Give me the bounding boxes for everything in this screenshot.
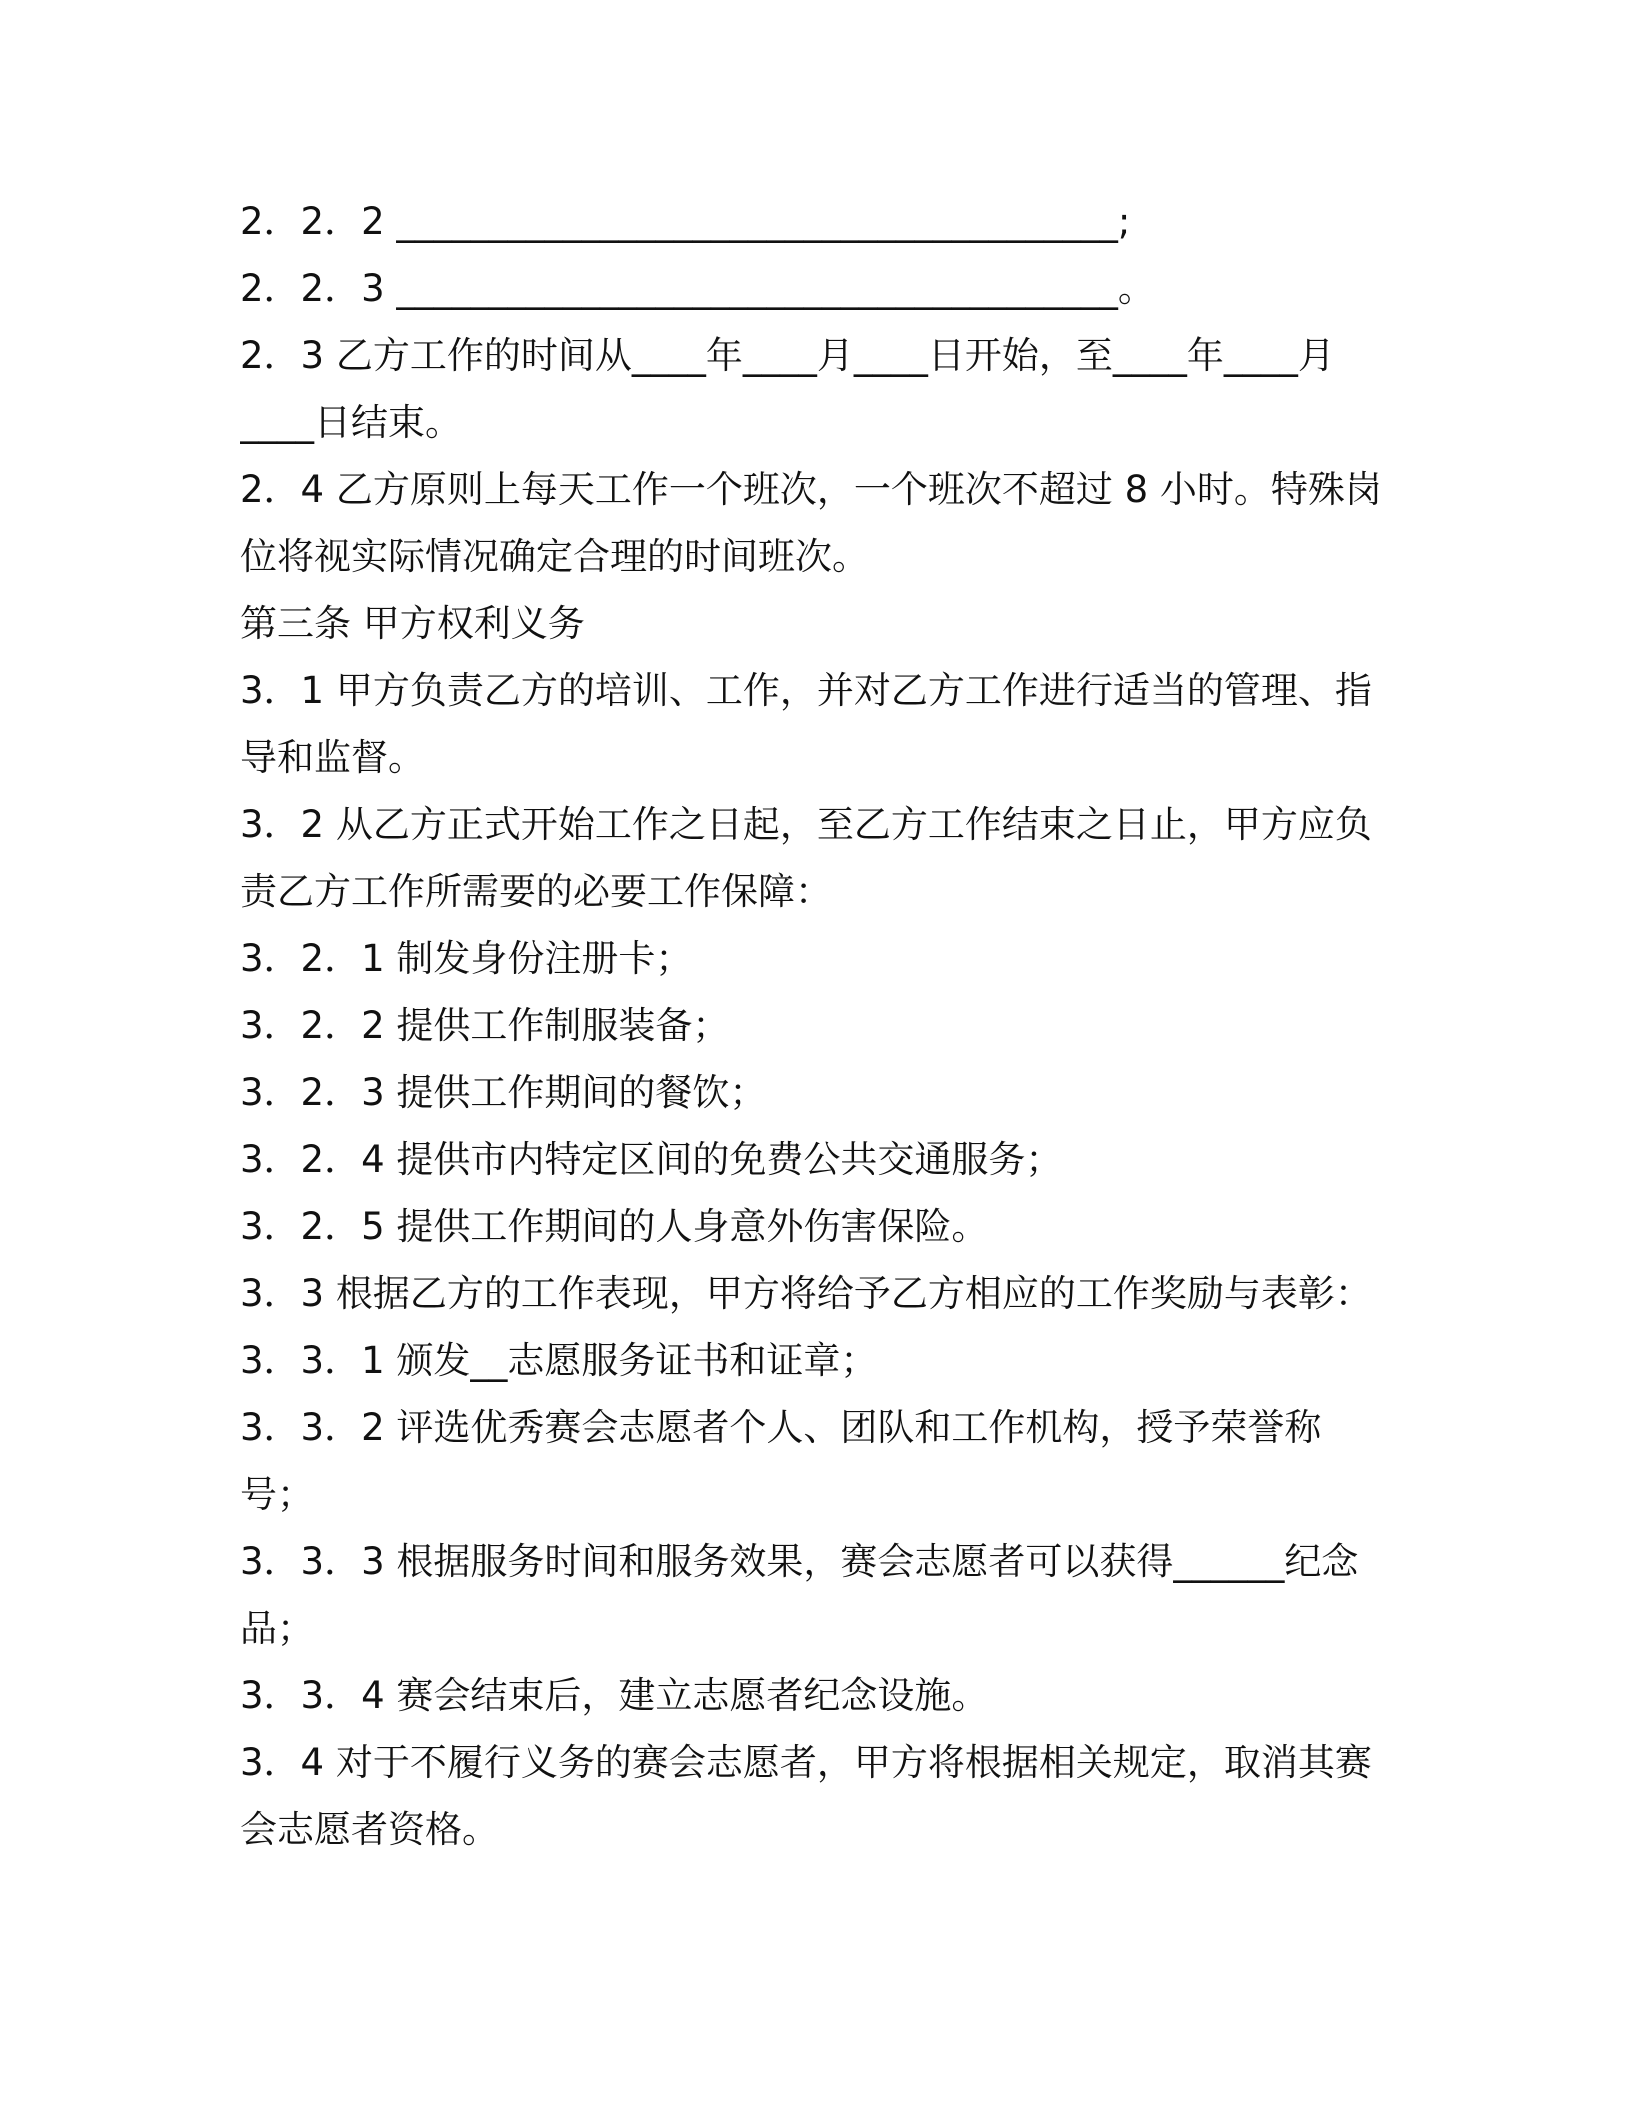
clause-3-3-4: 3．3．4 赛会结束后，建立志愿者纪念设施。 [240,1674,989,1717]
clause-3-2-3: 3．2．3 提供工作期间的餐饮； [240,1071,767,1114]
clause-2-4: 2．4 乙方原则上每天工作一个班次，一个班次不超过 8 小时。特殊岗 [240,468,1382,511]
clause-2-3: 2．3 乙方工作的时间从____年____月____日开始，至____年____月 [240,334,1335,377]
clause-3-2-5: 3．2．5 提供工作期间的人身意外伤害保险。 [240,1205,989,1248]
clause-3-4-cont: 会志愿者资格。 [240,1808,499,1851]
clause-3-1-cont: 导和监督。 [240,736,425,779]
clause-2-4-cont: 位将视实际情况确定合理的时间班次。 [240,535,869,578]
clause-3-2-1: 3．2．1 制发身份注册卡； [240,937,693,980]
clause-3-2: 3．2 从乙方正式开始工作之日起，至乙方工作结束之日止，甲方应负 [240,803,1372,846]
clause-3-2-2: 3．2．2 提供工作制服装备； [240,1004,730,1047]
clause-3-3-2-cont: 号； [240,1473,314,1516]
document-body [240,188,1390,1863]
clause-3-3-2: 3．3．2 评选优秀赛会志愿者个人、团队和工作机构，授予荣誉称 [240,1406,1322,1449]
section-heading-article-3: 第三条 甲方权利义务 [240,602,585,645]
clause-2-2-2: 2．2．2 _______________________________________; [240,200,1131,243]
clause-3-3-3-cont: 品； [240,1607,314,1650]
clause-3-3-1: 3．3．1 颁发__志愿服务证书和证章； [240,1339,878,1382]
clause-3-3-3: 3．3．3 根据服务时间和服务效果，赛会志愿者可以获得______纪念 [240,1540,1359,1583]
clause-2-2-3: 2．2．3 _______________________________________。 [240,267,1155,310]
clause-3-2-4: 3．2．4 提供市内特定区间的免费公共交通服务； [240,1138,1063,1181]
clause-3-2-cont: 责乙方工作所需要的必要工作保障： [240,870,832,913]
clause-3-3: 3．3 根据乙方的工作表现，甲方将给予乙方相应的工作奖励与表彰： [240,1272,1372,1315]
clause-3-4: 3．4 对于不履行义务的赛会志愿者，甲方将根据相关规定，取消其赛 [240,1741,1372,1784]
clause-3-1: 3．1 甲方负责乙方的培训、工作，并对乙方工作进行适当的管理、指 [240,669,1372,712]
clause-2-3-cont: ____日结束。 [240,401,462,444]
